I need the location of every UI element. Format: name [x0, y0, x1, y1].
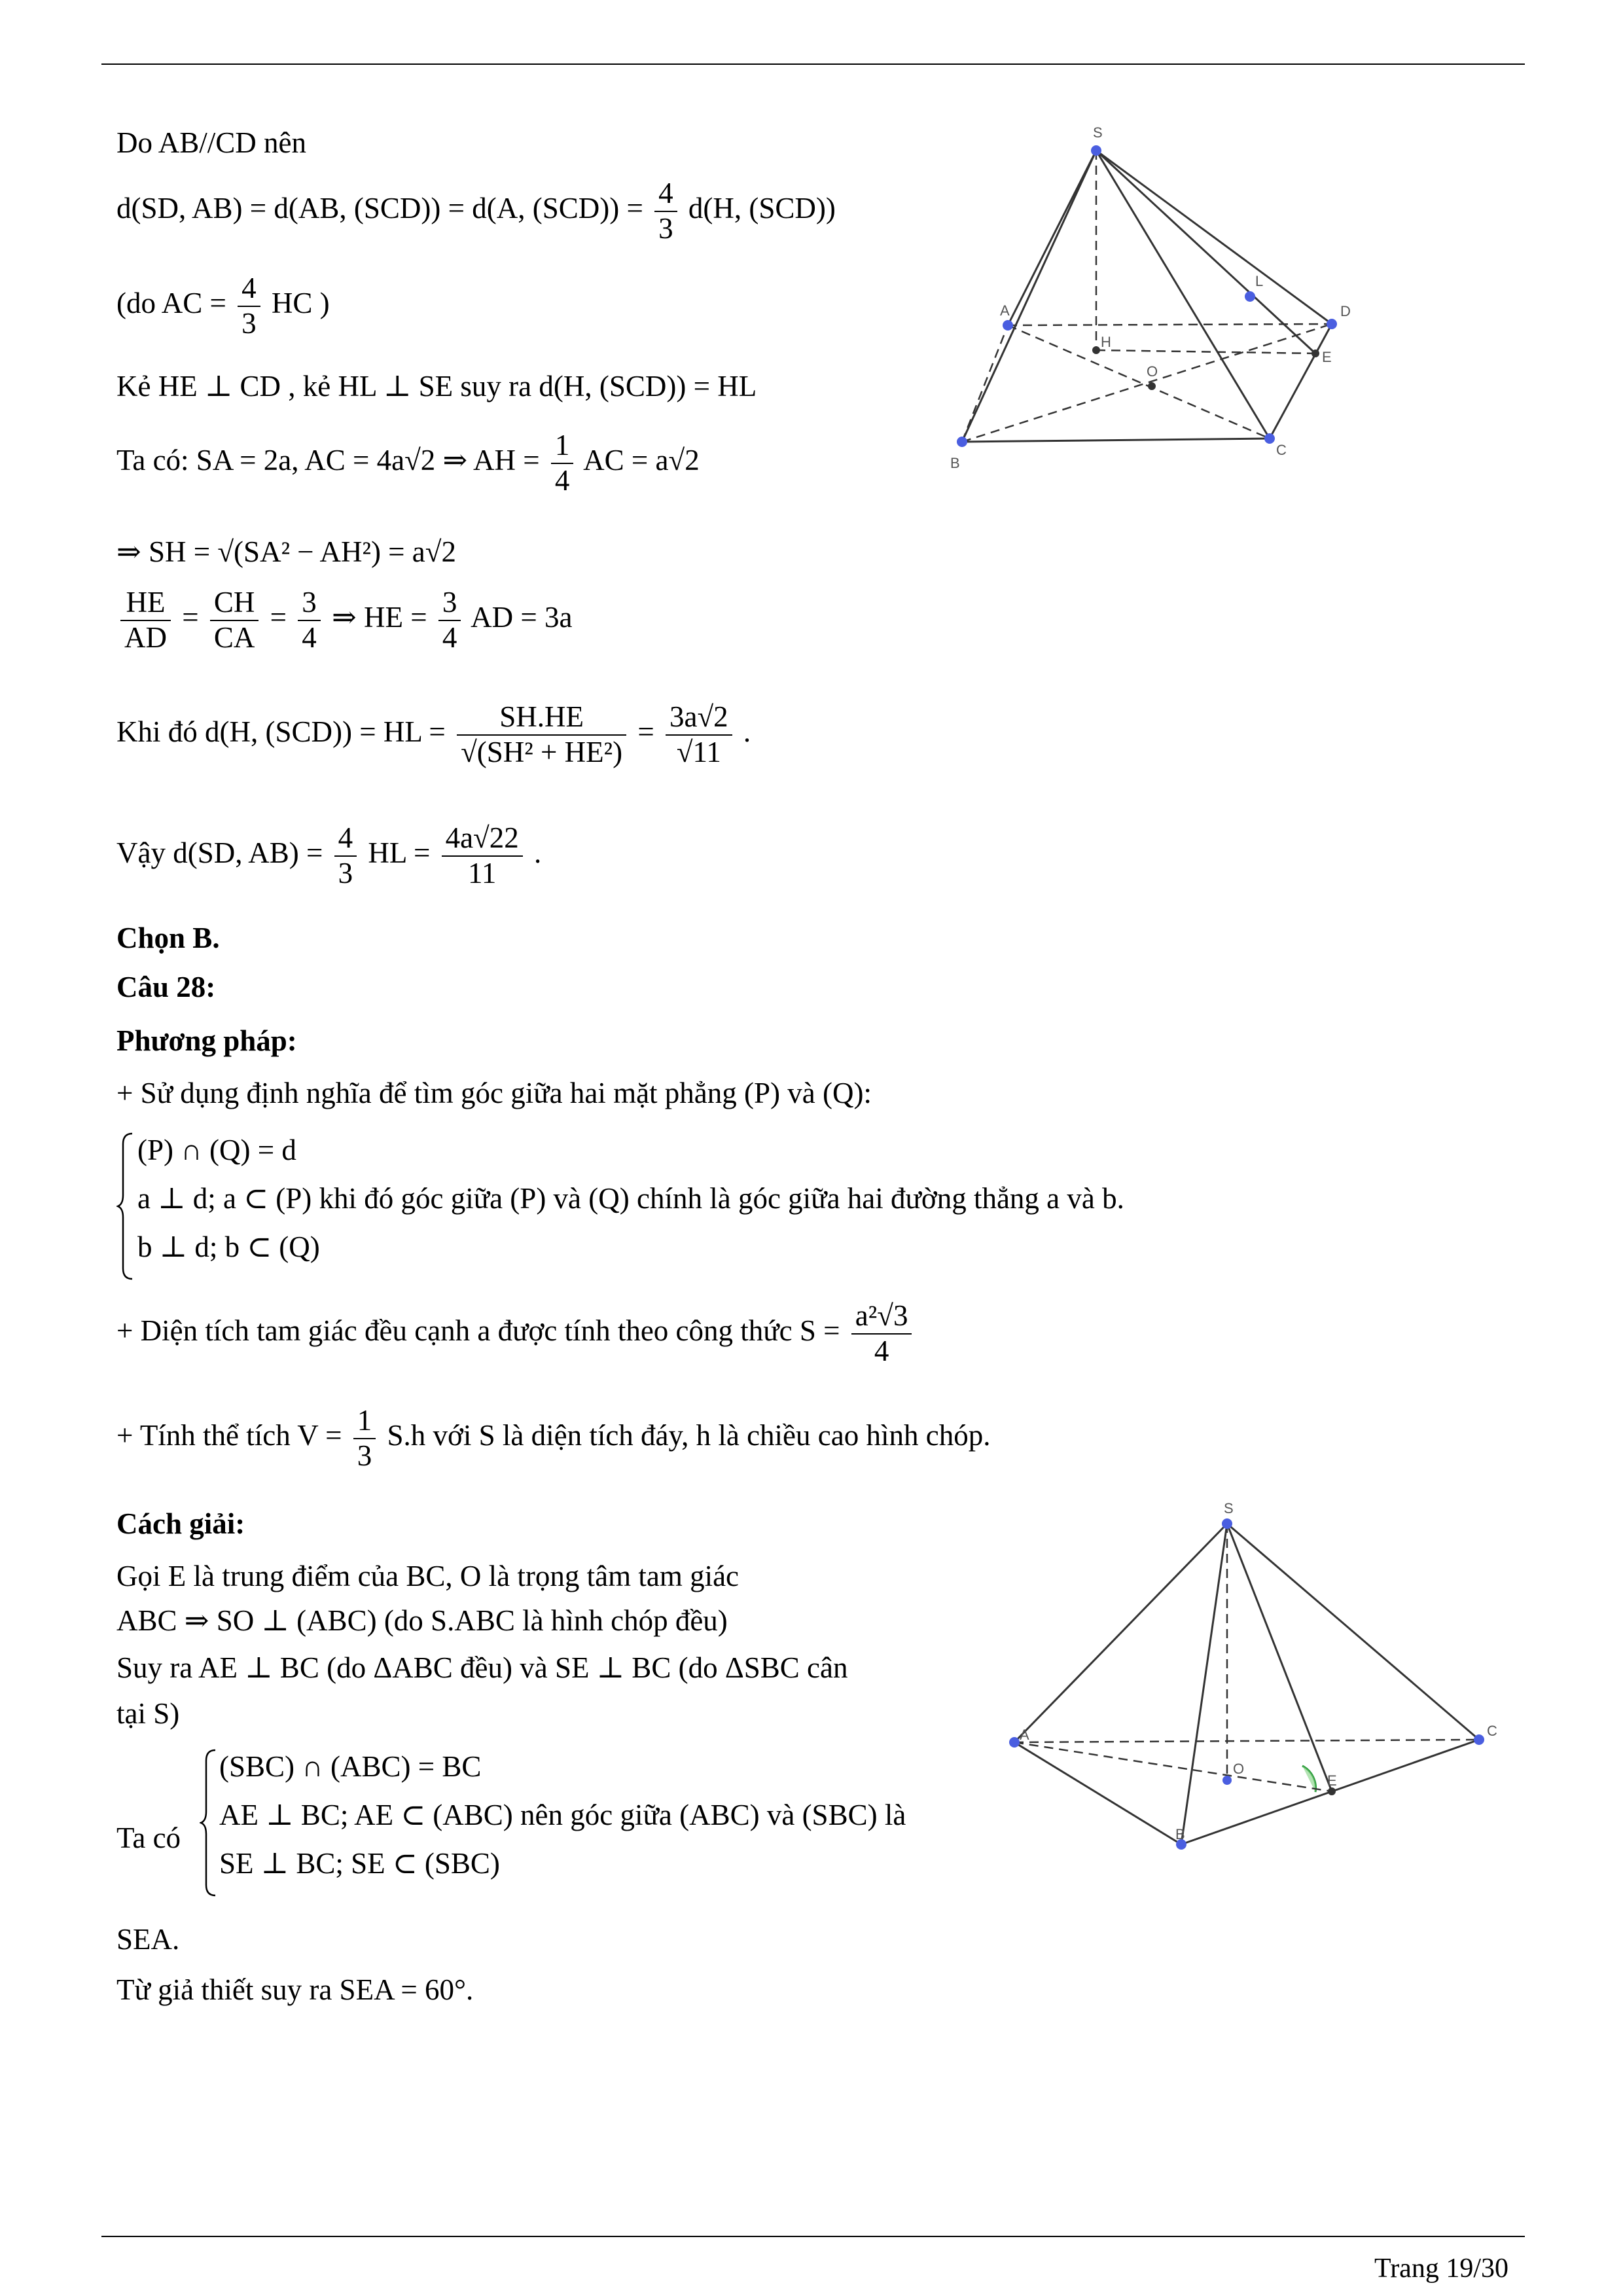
line-2: d(SD, AB) = d(AB, (SCD)) = d(A, (SCD)) = $\frac{4}{3}$ d(H, (SCD)) [116, 177, 836, 245]
line-3: (do AC = $\frac{4}{3}$ HC ) [116, 272, 330, 340]
point-h [1092, 346, 1100, 354]
pyramid-figure-2 [982, 1499, 1518, 1872]
label-e: E [1322, 349, 1332, 365]
method-1: + Sử dụng định nghĩa để tìm góc giữa hai mặt phẳng (P) và (Q): [116, 1077, 872, 1109]
top-rule [101, 63, 1525, 65]
left-brace-1 [116, 1131, 136, 1282]
label-c: C [1276, 442, 1287, 458]
label-e2: E [1327, 1772, 1337, 1789]
solution-heading: Cách giải: [116, 1507, 245, 1540]
conclusion: Từ giả thiết suy ra SEA = 60°. [116, 1973, 474, 2006]
point-o2 [1222, 1776, 1232, 1785]
fraction-4-3: $\frac{4}{3}$ [654, 177, 677, 246]
label-b2: B [1175, 1826, 1185, 1842]
label-o: O [1147, 363, 1158, 380]
line-7: $\frac{HE}{AD}$ = $\frac{CH}{CA}$ = $\frac{3}{4}$ ⇒ HE = $\frac{3}{4}$ AD = 3a [116, 586, 573, 655]
point-e [1311, 350, 1319, 357]
left-brace-2 [200, 1748, 219, 1898]
answer-choice: Chọn B. [116, 922, 220, 954]
label-h: H [1101, 334, 1111, 350]
line-9: Vậy d(SD, AB) = $\frac{4}{3}$ HL = $\frac{4a√22}{11}$ . [116, 821, 542, 889]
line-5: Ta có: SA = 2a, AC = 4a√2 ⇒ AH = $\frac{1}{4}$ AC = a√2 [116, 429, 700, 497]
point-a [1003, 320, 1013, 331]
point-c [1264, 433, 1275, 444]
solution-2: ABC ⇒ SO ⊥ (ABC) (do S.ABC là hình chóp đều) [116, 1604, 728, 1637]
question-heading: Câu 28: [116, 971, 216, 1003]
line-4: Kẻ HE ⊥ CD , kẻ HL ⊥ SE suy ra d(H, (SCD)) = HL [116, 370, 757, 403]
point-c2 [1474, 1734, 1484, 1745]
method-heading: Phương pháp: [116, 1024, 297, 1057]
bottom-rule [101, 2236, 1525, 2237]
method-3: + Tính thể tích V = $\frac{1}{3}$ S.h với S là diện tích đáy, h là chiều cao hình chóp. [116, 1404, 991, 1472]
point-s2 [1222, 1518, 1232, 1529]
point-d [1327, 319, 1337, 329]
ta-co-label: Ta có [116, 1821, 181, 1854]
point-a2 [1009, 1737, 1020, 1748]
label-l: L [1255, 273, 1264, 289]
condition-system: (P) ∩ (Q) = d a ⊥ d; a ⊂ (P) khi đó góc giữa (P) và (Q) chính là góc giữa hai đường thẳng a và b. b ⊥ d; b ⊂ (Q) [137, 1134, 1124, 1263]
label-s: S [1093, 124, 1103, 141]
solution-4: tại S) [116, 1697, 180, 1730]
label-a: A [1000, 302, 1010, 319]
label-o2: O [1233, 1761, 1245, 1777]
label-a2: A [1020, 1727, 1029, 1743]
line-1: Do AB//CD nên [116, 126, 307, 159]
line-6: ⇒ SH = √(SA² − AH²) = a√2 [116, 535, 456, 568]
point-s [1091, 145, 1101, 156]
ta-co-system: (SBC) ∩ (ABC) = BC AE ⊥ BC; AE ⊂ (ABC) nên góc giữa (ABC) và (SBC) là SE ⊥ BC; SE ⊂ (SBC) [219, 1750, 906, 1880]
point-o [1148, 382, 1156, 390]
solution-3: Suy ra AE ⊥ BC (do ΔABC đều) và SE ⊥ BC (do ΔSBC cân [116, 1651, 848, 1684]
solution-1: Gọi E là trung điểm của BC, O là trọng tâm tam giác [116, 1560, 740, 1592]
point-l [1245, 291, 1255, 302]
angle-sea: SEA. [116, 1923, 180, 1956]
pyramid-figure-1 [936, 115, 1394, 520]
label-b: B [950, 455, 960, 471]
method-2: + Diện tích tam giác đều cạnh a được tính theo công thức S = $\frac{\text{a²√3}}{4}$ [116, 1299, 916, 1369]
line-8: Khi đó d(H, (SCD)) = HL = $\frac{SH.HE}{\text{√(SH² + HE²)}}$ = $\frac{3a√2}{√11}$ . [116, 700, 751, 768]
label-c2: C [1487, 1723, 1497, 1739]
label-s2: S [1224, 1500, 1234, 1516]
label-d: D [1340, 303, 1351, 319]
page-number: Trang 19/30 [1374, 2253, 1508, 2284]
point-b [957, 437, 967, 447]
